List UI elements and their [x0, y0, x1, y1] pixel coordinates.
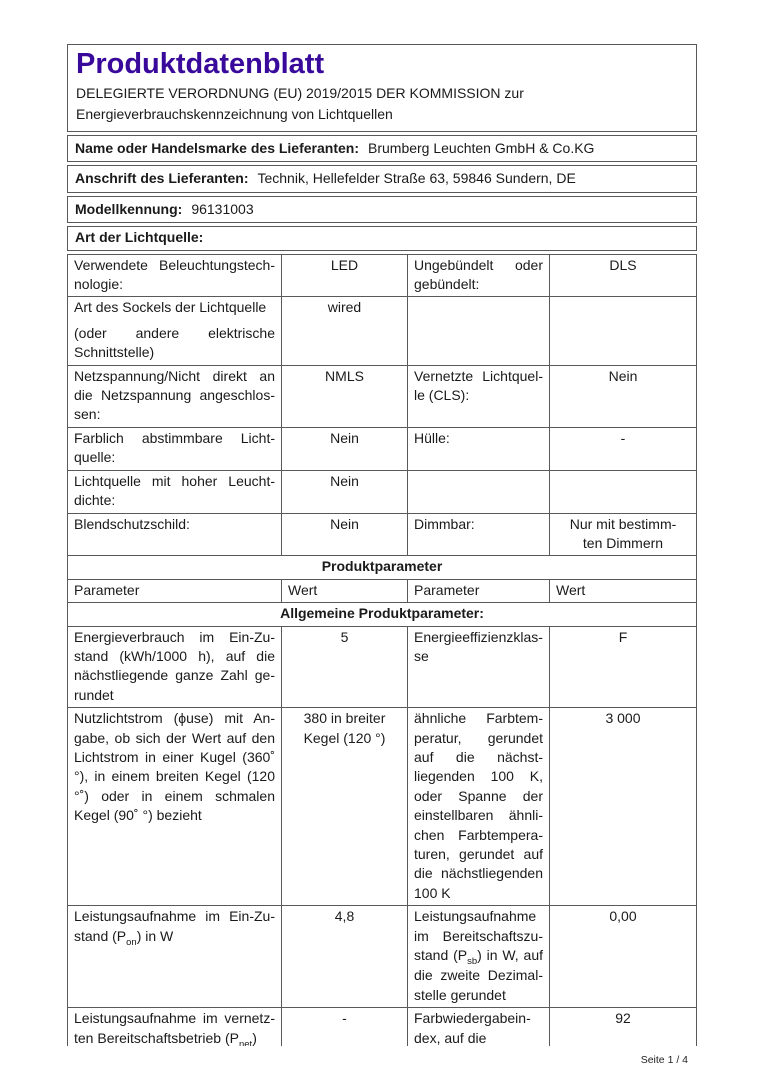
- model-id-row: [67, 196, 697, 223]
- light-source-type-label: Art der Lichtquelle:: [75, 229, 204, 246]
- value-cell: Nur mit bestimm- ten Dimmern: [549, 514, 696, 556]
- parameter-cell: [407, 297, 549, 364]
- parameter-cell: Nutzlichtstrom (ϕuse) mit Angabe, ob sich der Wert auf den Lichtstrom in einer Kugel (360˚ °), in einem breiten Kegel (120 °˚) oder in einem schmalen Kegel (90˚ °) bezieht: [74, 710, 275, 824]
- value-cell: 5: [281, 627, 407, 708]
- parameter-cell: Energieeffizienzklasse: [407, 627, 549, 708]
- parameter-cell: Parameter: [407, 580, 549, 602]
- value-cell: -: [549, 428, 696, 470]
- parameter-cell: Farbwiedergabeindex, auf die: [407, 1008, 549, 1046]
- value-cell: 92: [549, 1008, 696, 1046]
- title-section: [67, 44, 697, 132]
- value-cell: -: [281, 1008, 407, 1046]
- value-cell: F: [549, 627, 696, 708]
- parameter-cell: Dimmbar:: [407, 514, 549, 556]
- regulation-subtitle-line2: Energieverbrauchskennzeichnung von Lichtquellen: [76, 106, 393, 122]
- value-cell: 3 000: [549, 708, 696, 905]
- table-row: [68, 1008, 696, 1046]
- value-cell: 380 in breiter Kegel (120 °): [281, 708, 407, 905]
- parameter-cell: [549, 471, 696, 513]
- supplier-name-label: Name oder Handelsmarke des Lieferanten:: [75, 140, 359, 156]
- table-row: [68, 906, 696, 1008]
- parameter-cell: Ungebündelt oder gebündelt:: [407, 255, 549, 297]
- page-title: Produktdatenblatt: [76, 48, 325, 80]
- table-row: [68, 255, 696, 298]
- parameter-cell: Leistungsaufnahme im Bereitschaftszustand $(P_{sb})$ in W, auf die zweite Dezimalstelle gerundet: [407, 906, 549, 1007]
- section-header-cell: Allgemeine Produktparameter:: [280, 605, 484, 622]
- supplier-address-row: [67, 165, 697, 192]
- parameter-cell: Leistungsaufnahme im Ein-Zustand $(P_{on})$ in W: [74, 908, 275, 948]
- table-section-row: [68, 603, 696, 626]
- parameter-cell: Vernetzte Lichtquelle (CLS):: [407, 366, 549, 427]
- value-cell: Nein: [281, 428, 407, 470]
- parameter-cell: Art des Sockels der Lichtquelle (oder andere elektrische Schnittstelle): [74, 299, 275, 361]
- model-id-label: Modellkennung:: [75, 200, 183, 217]
- parameter-cell: [407, 471, 549, 513]
- parameter-cell: ähnliche Farbtemperatur, gerundet auf die nächstliegenden 100 K, oder Spanne der einstellbaren ähnlichen Farbtemperaturen, gerundet auf die nächstliegenden 100 K: [407, 708, 549, 905]
- value-cell: Nein: [281, 514, 407, 556]
- parameter-cell: Leistungsaufnahme im vernetzten Bereitschaftsbetrieb $(P_{net})$: [74, 1010, 275, 1047]
- table-row: [68, 580, 696, 603]
- value-cell: Nein: [281, 471, 407, 513]
- supplier-address-value: Technik, Hellefelder Straße 63, 59846 Sundern, DE: [257, 170, 576, 187]
- table-section-row: [68, 556, 696, 579]
- parameter-cell: Wert: [549, 580, 696, 602]
- parameter-cell: Farblich abstimmbare Lichtquelle:: [74, 429, 275, 466]
- parameter-cell: Netzspannung/Nicht direkt an die Netzspannung angeschlossen:: [74, 367, 275, 423]
- value-cell: DLS: [549, 255, 696, 297]
- parameter-cell: Energieverbrauch im Ein-Zustand (kWh/1000 h), auf die nächstliegende ganze Zahl gerundet: [74, 628, 275, 703]
- document-content: [67, 44, 697, 1066]
- value-cell: LED: [281, 255, 407, 297]
- section-header-cell: Produktparameter: [321, 558, 443, 575]
- parameter-cell: Wert: [281, 580, 407, 602]
- product-table: [67, 254, 697, 1047]
- table-row: [68, 471, 696, 514]
- supplier-address-label: Anschrift des Lieferanten:: [75, 170, 249, 187]
- value-cell: wired: [281, 297, 407, 364]
- value-cell: 4,8: [281, 906, 407, 1007]
- parameter-cell: Verwendete Beleuchtungstechnologie:: [74, 256, 275, 293]
- light-source-type-row: [67, 226, 697, 250]
- table-row: [68, 428, 696, 471]
- value-cell: Nein: [549, 366, 696, 427]
- page-footer: Seite 1 / 4: [640, 1054, 688, 1067]
- parameter-cell: Blendschutzschild:: [74, 515, 190, 532]
- table-row: [68, 708, 696, 906]
- parameter-cell: Lichtquelle mit hoher Leuchtdichte:: [74, 472, 275, 509]
- regulation-subtitle-line1: DELEGIERTE VERORDNUNG (EU) 2019/2015 DER KOMMISSION zur: [76, 85, 524, 101]
- regulation-subtitle: [76, 83, 688, 125]
- table-row: [68, 366, 696, 428]
- model-id-value: 96131003: [191, 200, 254, 217]
- table-row: [68, 627, 696, 709]
- supplier-name-value: Brumberg Leuchten GmbH & Co.KG: [368, 140, 595, 156]
- table-row: [68, 514, 696, 557]
- parameter-cell: Hülle:: [407, 428, 549, 470]
- parameter-cell: [549, 297, 696, 364]
- value-cell: 0,00: [549, 906, 696, 1007]
- value-cell: NMLS: [281, 366, 407, 427]
- table-row: [68, 297, 696, 365]
- parameter-cell: Parameter: [74, 581, 140, 598]
- supplier-name-row: [67, 135, 697, 162]
